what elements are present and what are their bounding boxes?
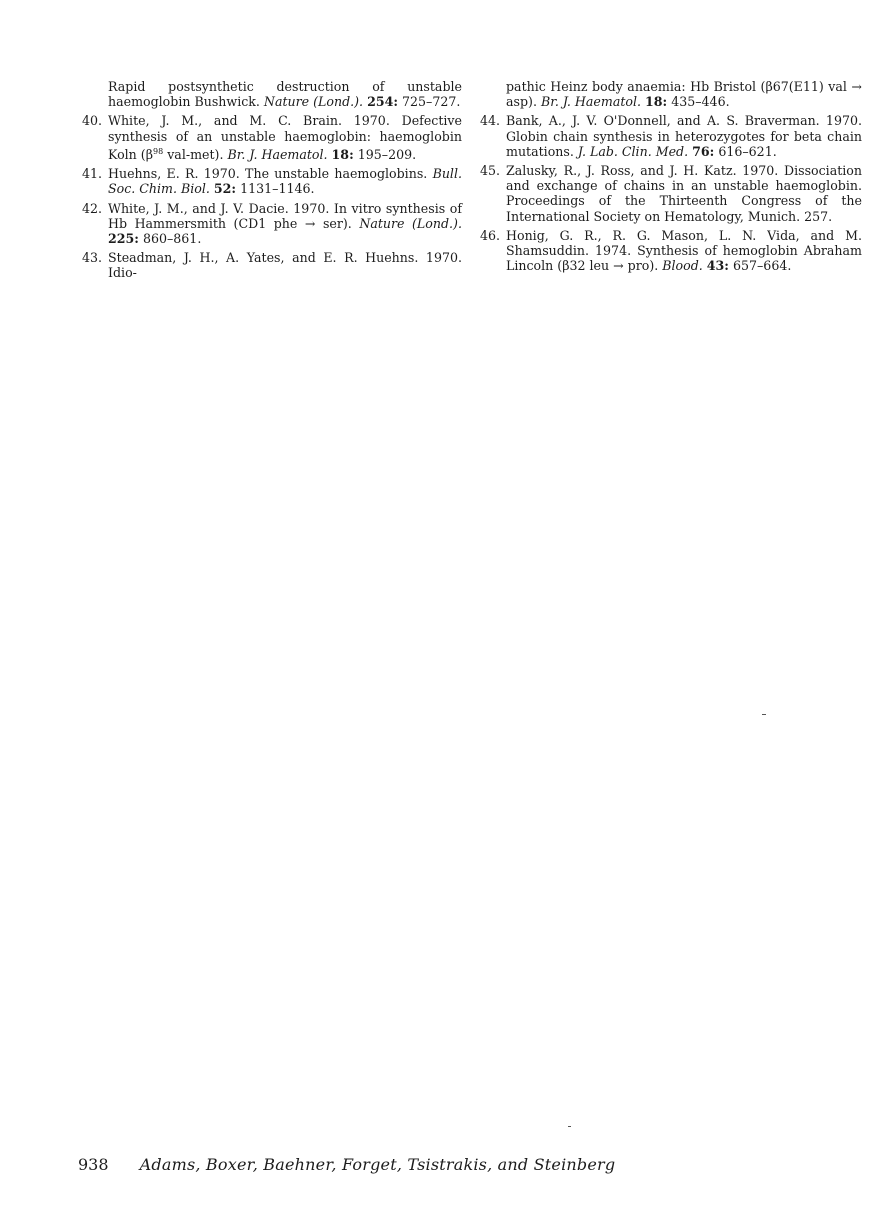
reference-entry	[476, 79, 862, 109]
reference-text: 1131–1146.	[236, 181, 315, 197]
reference-text: val-met).	[163, 147, 228, 162]
reference-text: 18:	[645, 94, 668, 110]
reference-text: Zalusky, R., J. Ross, and J. H. Katz. 1970. Dissociation and exchange of chains in an unstable haemoglobin. Proceedings of the Thirteenth Congress of the International Society on Hematology, Munich. 257.	[506, 163, 862, 224]
reference-text: Br. J. Haematol.	[540, 94, 641, 110]
reference-text: Nature (Lond.).	[359, 215, 462, 231]
reference-text: Bull. Soc. Chim. Biol.	[108, 166, 462, 197]
reference-text: 195–209.	[353, 147, 417, 162]
reference-entry	[476, 228, 862, 274]
reference-text: 52:	[213, 181, 237, 197]
reference-text: White, J. M., and J. V. Dacie. 1970. In vitro synthesis of Hb Hammersmith (CD1 phe → ser).	[108, 200, 462, 231]
reference-text: Bank, A., J. V. O'Donnell, and A. S. Braverman. 1970. Globin chain synthesis in heterozygotes for beta chain mutations.	[506, 113, 862, 159]
reference-text: Rapid postsynthetic destruction of unstable haemoglobin Bushwick.	[108, 79, 462, 110]
reference-text: 18:	[331, 147, 354, 162]
reference-entry	[78, 166, 462, 196]
reference-text: Steadman, J. H., A. Yates, and E. R. Huehns. 1970. Idio-	[108, 250, 462, 281]
reference-entry	[476, 113, 862, 159]
reference-number: 42.	[81, 200, 102, 216]
reference-text: 725–727.	[398, 94, 461, 110]
reference-text: J. Lab. Clin. Med.	[577, 143, 689, 159]
reference-text: 657–664.	[728, 258, 792, 274]
reference-text: 435–446.	[667, 94, 730, 110]
references-left-column	[78, 79, 462, 285]
reference-number: 45.	[479, 163, 500, 179]
reference-text: Huehns, E. R. 1970. The unstable haemoglobins.	[108, 166, 433, 182]
reference-entry	[78, 201, 462, 247]
reference-text: pathic Heinz body anaemia: Hb Bristol (β67(E11) val → asp).	[506, 79, 862, 110]
reference-text: 254:	[367, 94, 399, 110]
reference-number: 40.	[81, 113, 102, 129]
reference-text: Br. J. Haematol.	[227, 147, 328, 162]
scan-speck	[762, 714, 766, 715]
reference-number: 43.	[81, 250, 102, 266]
references-right-column	[476, 79, 862, 277]
reference-entry	[476, 163, 862, 224]
reference-text: 860–861.	[138, 231, 202, 247]
running-author-line: Adams, Boxer, Baehner, Forget, Tsistrakis, and Steinberg	[139, 1155, 616, 1174]
reference-text: 616–621.	[714, 143, 777, 159]
reference-number: 44.	[479, 113, 500, 129]
reference-text: Honig, G. R., R. G. Mason, L. N. Vida, and M. Shamsuddin. 1974. Synthesis of hemoglobin Abraham Lincoln (β32 leu → pro).	[506, 227, 862, 274]
reference-entry	[78, 250, 462, 280]
reference-text: 43:	[706, 258, 729, 274]
reference-text: White, J. M., and M. C. Brain. 1970. Defective synthesis of an unstable haemoglobin: haemoglobin Koln (β	[108, 113, 462, 162]
page-footer	[78, 1155, 615, 1174]
reference-text: 98	[153, 146, 164, 156]
reference-number: 46.	[479, 227, 500, 243]
reference-text: Blood.	[662, 258, 703, 274]
reference-entry	[78, 113, 462, 162]
page-number: 938	[78, 1155, 109, 1174]
reference-text: 76:	[692, 143, 715, 159]
reference-text: 225:	[108, 231, 139, 247]
scan-speck	[568, 1126, 571, 1127]
reference-entry	[78, 79, 462, 109]
reference-text: Nature (Lond.).	[263, 94, 364, 110]
reference-number: 41.	[81, 166, 102, 182]
